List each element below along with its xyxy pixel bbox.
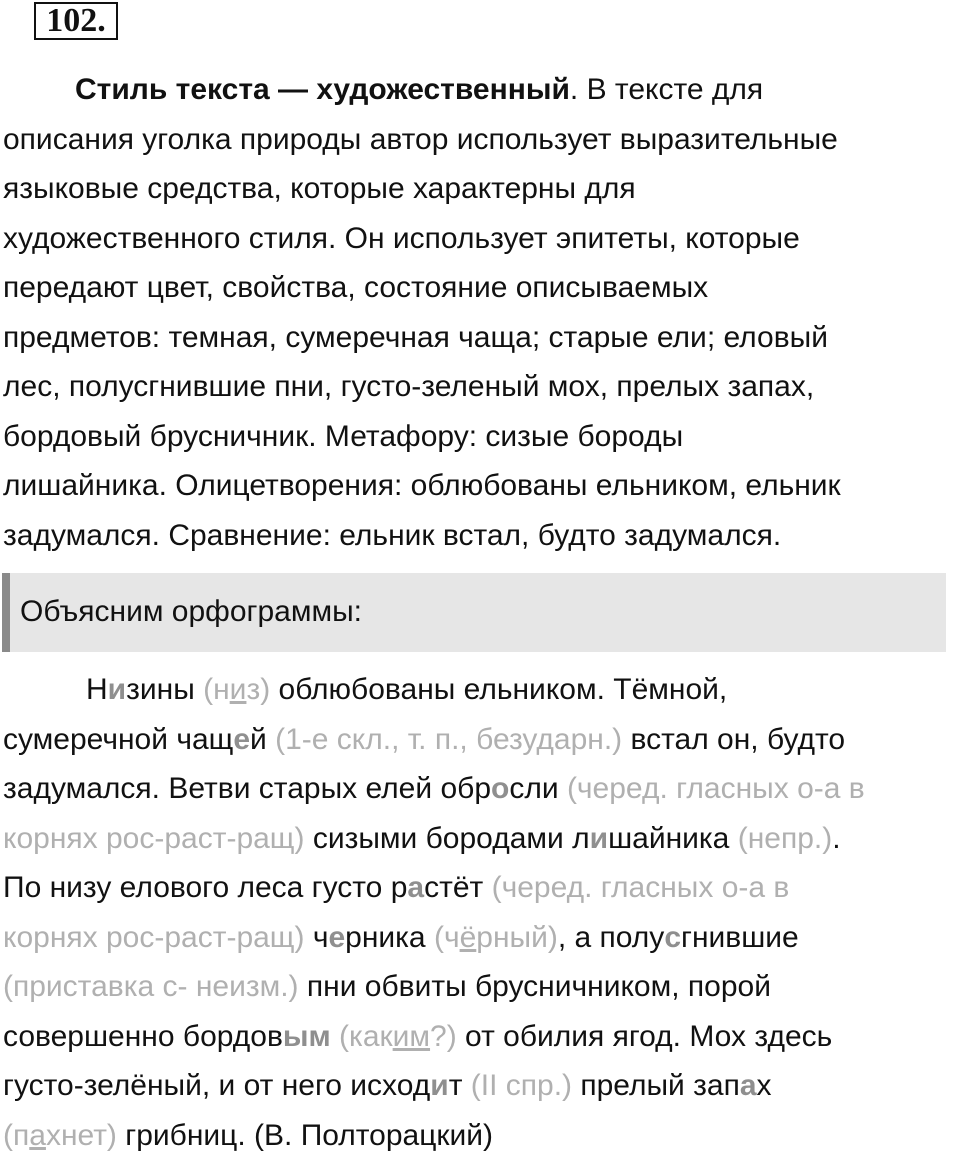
- check-note: (черед. гласных о-а в: [492, 871, 790, 904]
- orthogram-letter: е: [233, 723, 250, 756]
- ortho-line-5: [3, 863, 953, 913]
- orthogram-letter: с: [664, 921, 681, 954]
- text-segment: встал он, будто: [622, 723, 845, 756]
- ortho-line-7: [3, 962, 953, 1012]
- style-paragraph: [3, 65, 953, 560]
- ortho-line-4: [3, 814, 953, 864]
- style-line-4: художественного стиля. Он использует эпитеты, которые: [3, 214, 953, 264]
- check-note: (низ): [203, 673, 270, 706]
- check-letter: и: [230, 673, 247, 706]
- text-segment: облюбованы ельником. Тёмной,: [270, 673, 727, 706]
- ortho-line-1: [3, 665, 953, 715]
- check-note: (непр.): [738, 822, 833, 855]
- ortho-line-8: [3, 1012, 953, 1062]
- text-segment: совершенно бордов: [3, 1020, 283, 1053]
- section-header: [2, 573, 946, 652]
- check-note: (черед. гласных о-а в: [567, 772, 865, 805]
- style-line-1: [3, 65, 953, 115]
- text-segment: .: [832, 822, 840, 855]
- orthogram-letter: о: [491, 772, 509, 805]
- ortho-line-2: [3, 715, 953, 765]
- check-note: (пахнет): [3, 1119, 117, 1152]
- text-segment: Н: [86, 673, 108, 706]
- style-line-7: лес, полусгнившие пни, густо-зеленый мох, прелых запах,: [3, 362, 953, 412]
- exercise-number: 102.: [34, 2, 118, 40]
- text-segment: т: [449, 1069, 471, 1102]
- orthogram-letter: и: [430, 1069, 448, 1102]
- text-segment: ч: [304, 921, 328, 954]
- text-segment: гнившие: [681, 921, 799, 954]
- check-note: (1-е скл., т. п., безударн.): [275, 723, 622, 756]
- check-note: (приставка с- неизм.): [3, 970, 299, 1003]
- style-text: . В тексте для: [570, 73, 763, 106]
- text-segment: зины: [126, 673, 203, 706]
- ortho-line-10: [3, 1111, 953, 1160]
- style-line-2: описания уголка природы автор использует выразительные: [3, 115, 953, 165]
- check-note: корнях рос-раст-ращ): [3, 921, 304, 954]
- orthogram-letter: е: [328, 921, 345, 954]
- style-line-3: языковые средства, которые характерны для: [3, 164, 953, 214]
- text-segment: й: [250, 723, 275, 756]
- text-segment: от обилия ягод. Мох здесь: [457, 1020, 833, 1053]
- check-note: (чёрный): [434, 921, 558, 954]
- orthogram-letter: а: [740, 1069, 757, 1102]
- style-line-8: бордовый брусничник. Метафору: сизые бороды: [3, 412, 953, 462]
- check-letter: им: [393, 1020, 430, 1053]
- text-segment: [331, 1020, 339, 1053]
- orthogram-letter: и: [108, 673, 126, 706]
- text-segment: По низу елового леса густо р: [3, 871, 407, 904]
- text-segment: , а полу: [558, 921, 664, 954]
- style-line-10: задумался. Сравнение: ельник встал, будто задумался.: [3, 511, 953, 561]
- text-segment: шайника: [608, 822, 738, 855]
- text-segment: сумеречной чащ: [3, 723, 233, 756]
- style-heading: Стиль текста — художественный: [75, 73, 570, 106]
- check-letter: а: [29, 1119, 46, 1152]
- text-segment: задумался. Ветви старых елей обр: [3, 772, 491, 805]
- check-note: корнях рос-раст-ращ): [3, 822, 304, 855]
- text-segment: рника: [345, 921, 434, 954]
- style-line-9: лишайника. Олицетворения: облюбованы ельником, ельник: [3, 461, 953, 511]
- ortho-line-9: [3, 1061, 953, 1111]
- text-segment: стёт: [424, 871, 492, 904]
- orthogram-letter: и: [590, 822, 608, 855]
- orthogram-paragraph: [3, 665, 953, 1160]
- orthogram-letter: ым: [283, 1020, 331, 1053]
- text-segment: грибниц. (В. Полторацкий): [117, 1119, 493, 1152]
- section-header-text: Объясним орфограммы:: [20, 587, 362, 637]
- orthogram-letter: а: [407, 871, 424, 904]
- style-line-5: передают цвет, свойства, состояние описываемых: [3, 263, 953, 313]
- text-segment: густо-зелёный, и от него исход: [3, 1069, 430, 1102]
- text-segment: прелый зап: [572, 1069, 740, 1102]
- text-segment: х: [757, 1069, 772, 1102]
- check-note: (II спр.): [471, 1069, 572, 1102]
- text-segment: пни обвиты брусничником, порой: [299, 970, 771, 1003]
- style-line-6: предметов: темная, сумеречная чаща; старые ели; еловый: [3, 313, 953, 363]
- ortho-line-3: [3, 764, 953, 814]
- check-letter: ё: [460, 921, 477, 954]
- check-note: (каким?): [339, 1020, 457, 1053]
- text-segment: сизыми бородами л: [304, 822, 589, 855]
- ortho-line-6: [3, 913, 953, 963]
- text-segment: сли: [509, 772, 567, 805]
